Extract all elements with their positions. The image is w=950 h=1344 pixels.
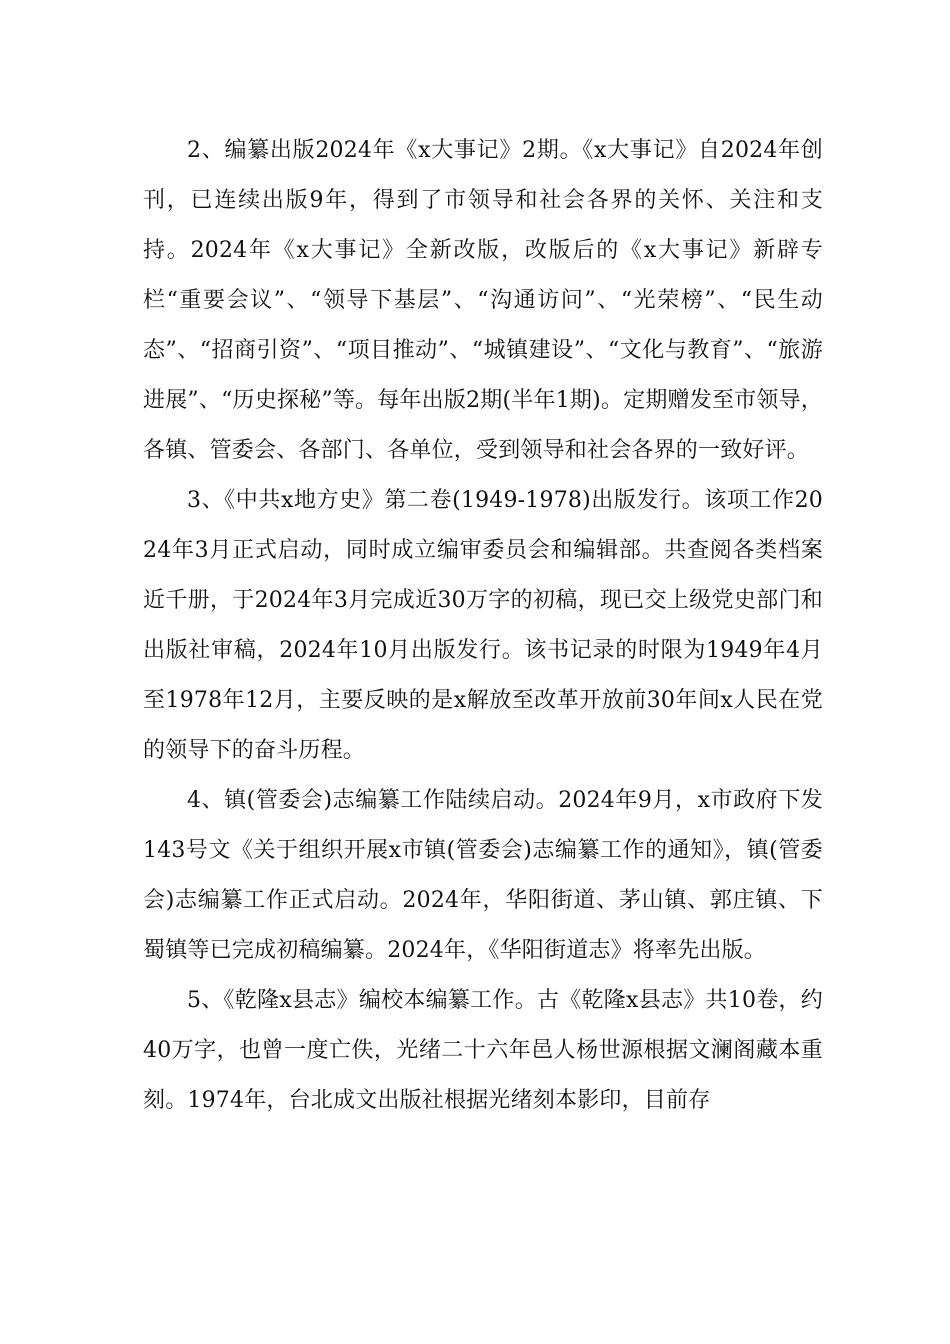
paragraph-item-3: 3、《中共x地方史》第二卷(1949-1978)出版发行。该项工作2024年3月正式启动，同时成立编审委员会和编辑部。共查阅各类档案近千册，于2024年3月完成近30万字的初稿，现已交上级党史部门和出版社审稿，2024年10月出版发行。该书记录的时限为1949年4月至1978年12月，主要反映的是x解放至改革开放前30年间x人民在党的领导下的奋斗历程。	[143, 488, 823, 763]
paragraph-item-5: 5、《乾隆x县志》编校本编纂工作。古《乾隆x县志》共10卷，约40万字，也曾一度亡佚，光绪二十六年邑人杨世源根据文澜阁藏本重刻。1974年，台北成文出版社根据光绪刻本影印，目前存	[143, 988, 823, 1113]
document-body	[143, 126, 823, 1126]
paragraph-item-2: 2、编纂出版2024年《x大事记》2期。《x大事记》自2024年创刊，已连续出版9年，得到了市领导和社会各界的关怀、关注和支持。2024年《x大事记》全新改版，改版后的《x大事记》新辟专栏“重要会议”、“领导下基层”、“沟通访问”、“光荣榜”、“民生动态”、“招商引资”、“项目推动”、“城镇建设”、“文化与教育”、“旅游进展”、“历史探秘”等。每年出版2期(半年1期)。定期赠发至市领导，各镇、管委会、各部门、各单位，受到领导和社会各界的一致好评。	[143, 138, 823, 463]
paragraph-item-4: 4、镇(管委会)志编纂工作陆续启动。2024年9月，x市政府下发143号文《关于组织开展x市镇(管委会)志编纂工作的通知》，镇(管委会)志编纂工作正式启动。2024年，华阳街道、茅山镇、郭庄镇、下蜀镇等已完成初稿编纂。2024年，《华阳街道志》将率先出版。	[143, 788, 823, 963]
